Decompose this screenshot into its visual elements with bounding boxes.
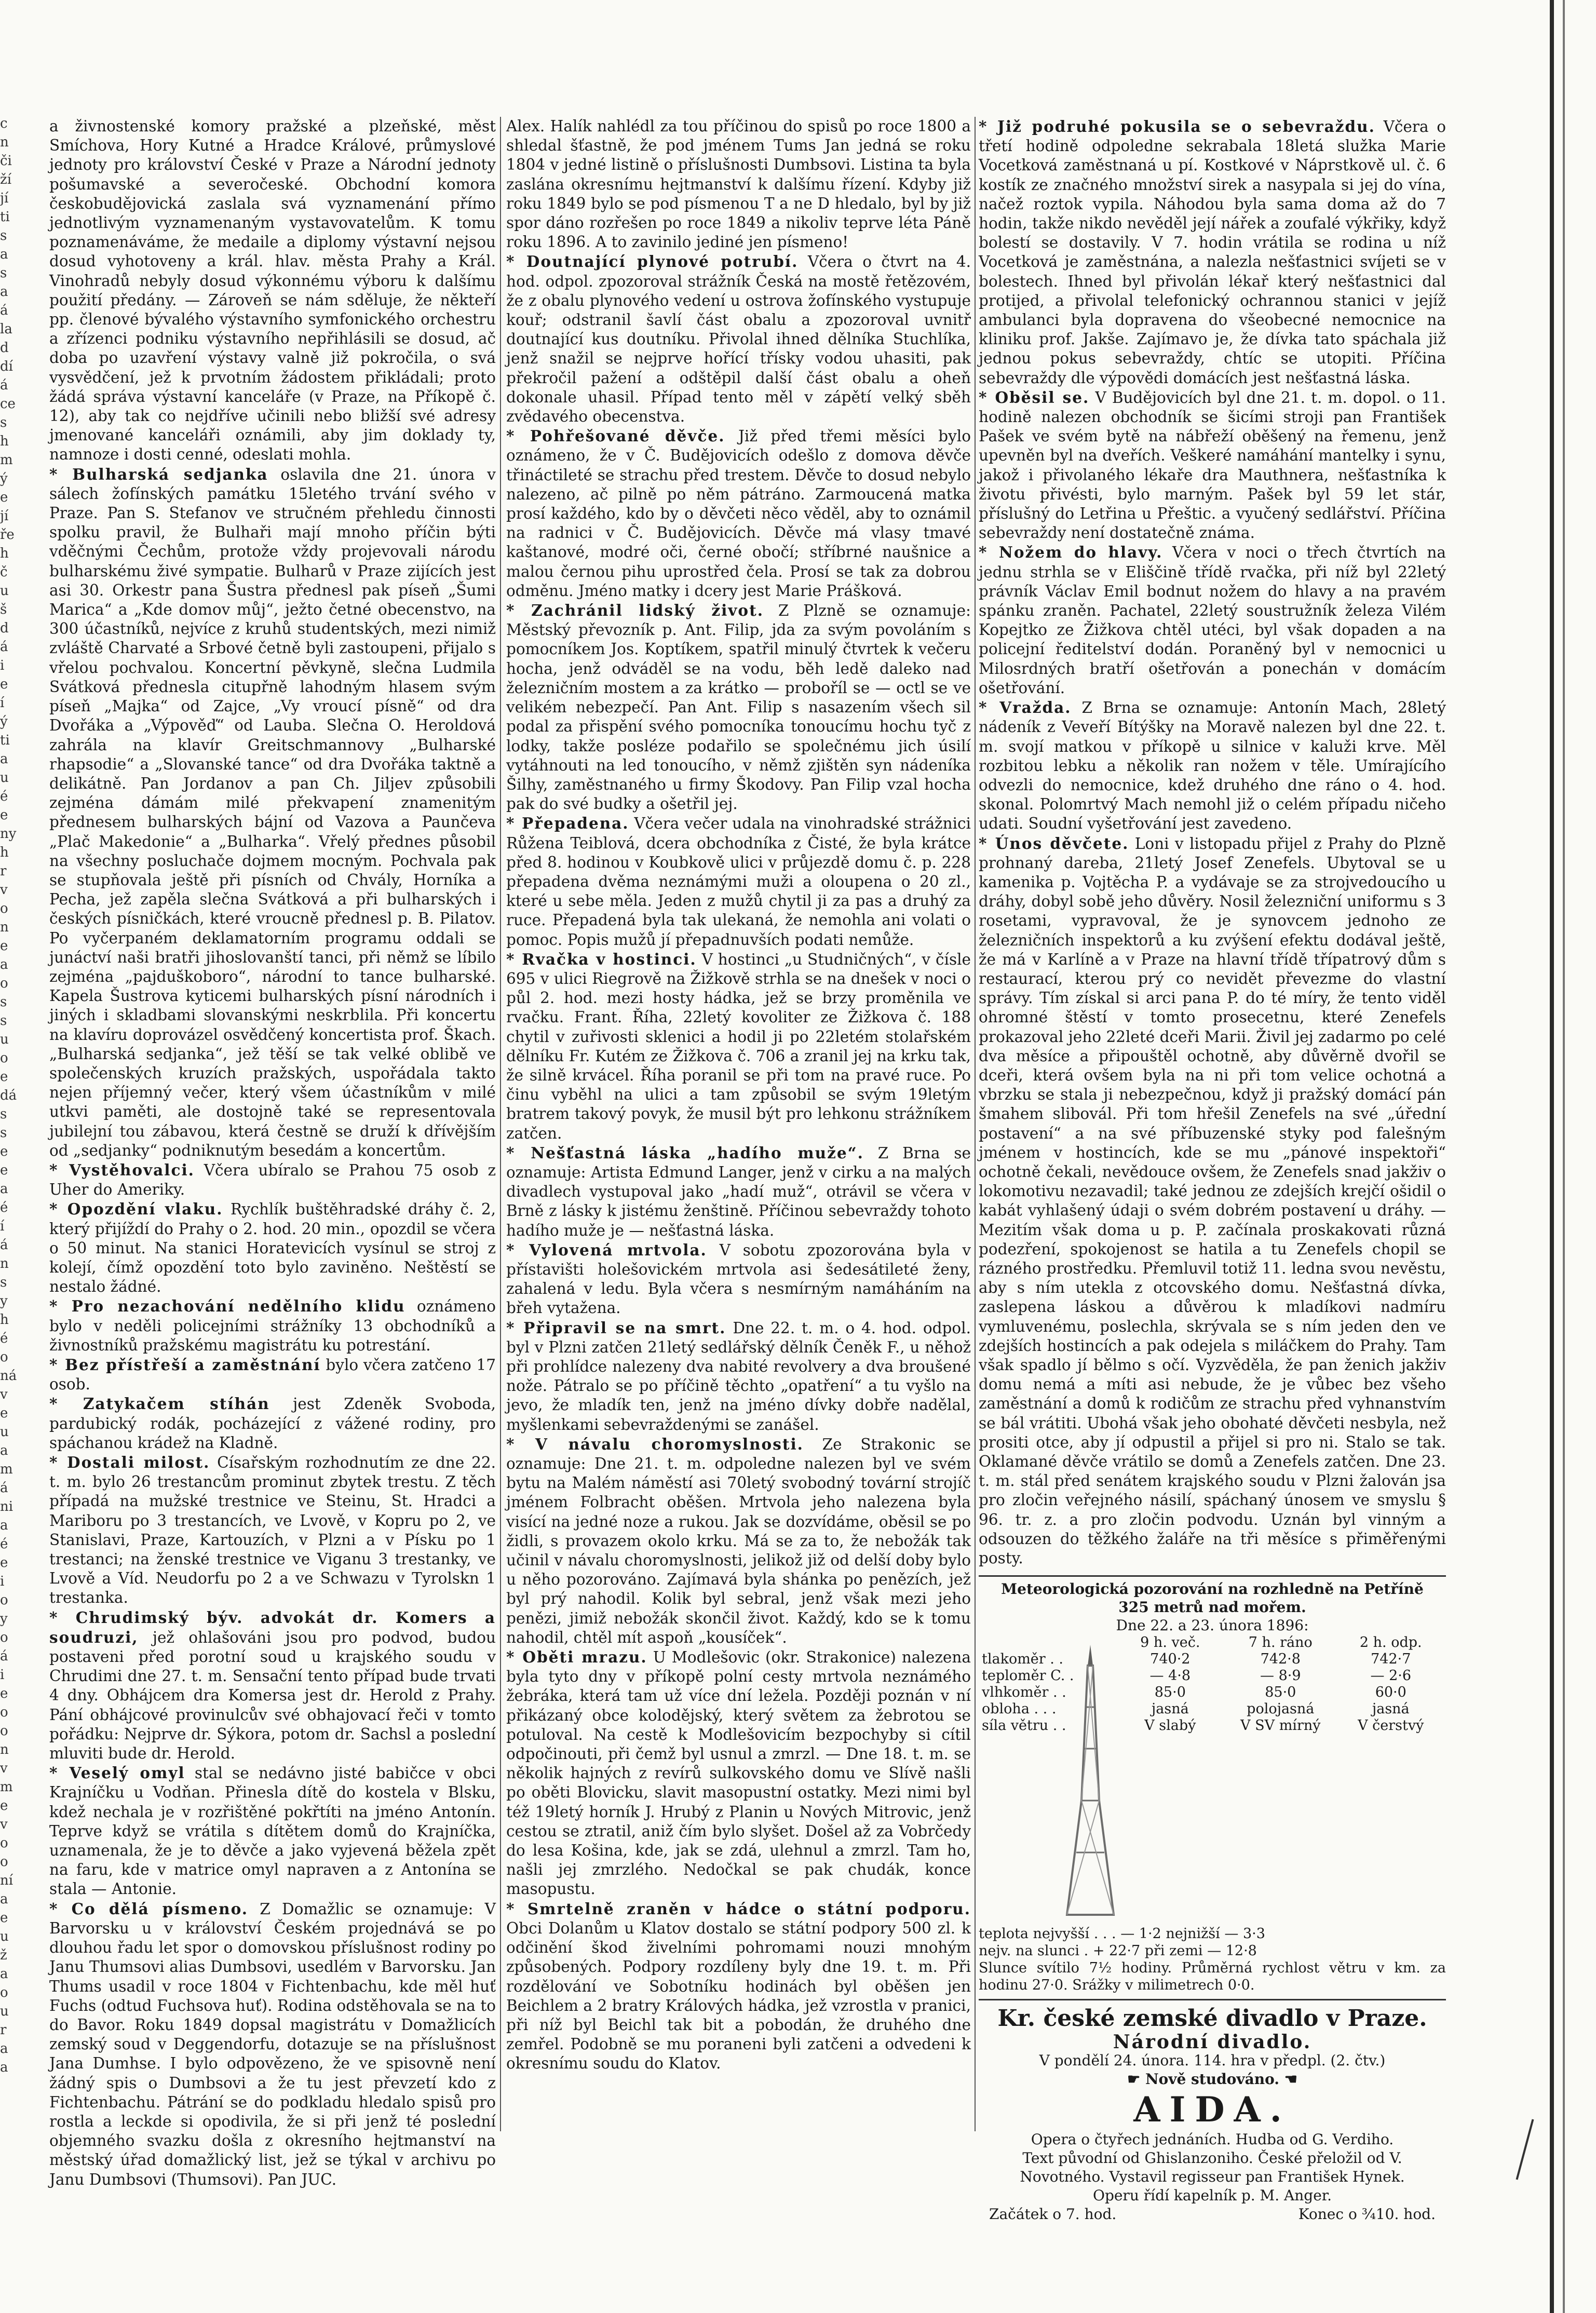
article-title: * Nožem do hlavy. [979, 543, 1163, 562]
margin-fragment: e [0, 1069, 8, 1085]
article-title: * Pohřešované děvče. [506, 427, 725, 445]
margin-fragment: o [0, 1835, 8, 1851]
margin-fragment: la [0, 321, 12, 337]
article-body: Dne 22. t. m. o 4. hod. odpol. byl v Plzni zatčen 21letý sedlářský dělník Čeněk F., u něhož při prohlídce nalezeny dva nabité revolvery a dva broušené nože. Pátralo se po příčině těchto „opatření“ a tu vyšlo na jevo, že mladík ten, jenž na jméno dívky dobře nadělal, myšlenkami sebevraždenými se zanášel. [506, 1319, 971, 1433]
article-title: * Dostali milost. [49, 1453, 210, 1472]
meteo-header-cell: 7 h. ráno [1248, 1634, 1313, 1651]
margin-fragment: u [0, 2004, 9, 2019]
article-title: * Pro nezachování nedělního klidu [49, 1297, 405, 1316]
article-body: V sobotu zpozorována byla v přístavišti holešovickém mrtvola asi šedesátileté ženy, zahalená v ledu. Byla včera s nesmírným namáháním na břeh vytažena. [506, 1241, 971, 1317]
meteo-summary: Slunce svítilo 7½ hodiny. Průměrná rychlost větru v km. za hodinu 27·0. Srážky v milimetrech 0·0. [979, 1960, 1446, 1994]
meteo-altitude: 325 metrů nad mořem. [1118, 1599, 1306, 1616]
article-body: Alex. Halík nahlédl za tou příčinou do spisů po roce 1800 a shledal šťastně, že pod jménem Tums Jan jedná se roku 1804 v jedné listině o příslušnosti Dumbsovi. Listina ta byla zaslána okresnímu hejtmanství k dalšímu řízení. Kdyby již roku 1849 bylo se pod písmenou T a ne D hledalo, byl by již spor dáno rozřešen po roce 1849 a nikoliv teprve léta Páně roku 1896. A to zavinilo jediné jen písmeno! [506, 117, 971, 251]
article-title: * Veselý omyl [49, 1764, 185, 1782]
margin-fragment: v [0, 1387, 8, 1402]
margin-fragment: é [0, 1536, 8, 1552]
article-body: V hostinci „u Studničných“, v čísle 695 v ulici Riegrově na Žižkově strhla se na dnešek v noci o půl 2. hod. mezi hosty hádka, jež se brzy proměnila ve rvačku. Frant. Říha, 22letý kovoliter ze Žižkova č. 188 chytil v zuřivosti sklenici a hodil ji po 22letém stolařském dělníku Fr. Kutém ze Žižkova č. 706 a zranil jej na krku tak, že silně krvácel. Říha poranil se při tom na pravé ruce. Po činu vyběhl na ulici a tam způsobil se svým 19letým bratrem takový povyk, že musil být pro lehkonu strážníkem zatčen. [506, 950, 971, 1142]
margin-fragment: ni [0, 1499, 13, 1514]
article-title: * Zatykačem stíhán [49, 1395, 270, 1413]
article-title: * Doutnající plynové potrubí. [506, 252, 799, 271]
meteo-cell: — 4·8 [1149, 1668, 1191, 1684]
col1-article [49, 1899, 496, 2189]
margin-fragment: m [0, 452, 13, 468]
margin-fragment: á [0, 639, 8, 655]
margin-fragment: á [0, 1480, 8, 1496]
margin-fragment: e [0, 1144, 8, 1159]
article-title: * Nešťastná láska „hadího muže“. [506, 1143, 864, 1162]
margin-fragment: a [0, 1181, 8, 1197]
col2-article [506, 426, 971, 601]
margin-fragment: s [0, 228, 7, 244]
meteo-row [979, 1717, 1446, 1734]
margin-fragment: á [0, 377, 8, 393]
margin-fragment: a [0, 284, 8, 300]
meteo-row [979, 1684, 1446, 1701]
col2-article [506, 814, 971, 949]
margin-fragment: a [0, 1966, 8, 1982]
article-body: Z Brna se oznamuje: Artista Edmund Langer, jenž v cirku a na malých divadlech vystupoval jako „hadí muž“, otrávil se včera v Brně z lásky k jistému ženštině. Příčinou sebevraždy tohoto hadího muže je — nešťastná láska. [506, 1144, 971, 1239]
margin-fragment: e [0, 1910, 8, 1926]
theatre-title: Kr. české zemské divadlo v Praze. [997, 2005, 1427, 2032]
meteo-header-cell: 9 h. več. [1140, 1634, 1200, 1651]
article-title: * Chrudimský býv. advokát dr. Komers a soudruzi, [49, 1608, 496, 1646]
col2-article [506, 950, 971, 1143]
article-body: bylo včera zatčeno 17 osob. [49, 1356, 496, 1394]
margin-fragment: n [0, 919, 9, 935]
col1-article [49, 465, 496, 1160]
meteo-cell: síla větru . . [982, 1717, 1066, 1734]
margin-fragment: v [0, 882, 8, 898]
opera-desc-3: Operu řídí kapelník p. M. Anger. [1092, 2187, 1332, 2204]
meteo-cell: jasná [1372, 1701, 1410, 1717]
meteo-cell: 742·8 [1260, 1651, 1301, 1668]
margin-fragment: o [0, 1349, 8, 1365]
theatre-novelty [979, 2070, 1446, 2089]
temp-label: teplota nejvyšší . . . [979, 1926, 1116, 1942]
col1-article [49, 1199, 496, 1296]
margin-fragment: dí [0, 359, 13, 374]
margin-fragment: h [0, 1312, 9, 1328]
margin-fragment: ží [0, 172, 12, 187]
article-body: Obci Dolanům u Klatov dostalo se státní podpory 500 zl. k odčinění škod živelními pohromami nouzi mnohým způsobených. Podpory rozdíleny byly dne 19. t. m. Při rozdělování ve Sobotníku hodinách byl oběšen jen Beichlem a 2 bratry Králových hádka, jež vzrostla v pranici, při níž byl Beichl tak bit a pobodán, že druhého dne zemřel. Podobně se mu poraneni byli zatčeni a odvedeni k okresnímu soudu do Klatov. [506, 1919, 971, 2073]
margin-fragment: s [0, 1106, 7, 1122]
col2-article [506, 601, 971, 814]
margin-fragment: m [0, 1779, 13, 1795]
margin-fragment: u [0, 770, 9, 786]
article-body: Rychlík buštěhradské dráhy č. 2, který přijíždí do Prahy o 2. hod. 20 min., opozdil se včera o 50 minut. Na stanici Horatevicích vysínul se stroj z kolejí, čímž opozdění toto bylo zaviněno. Neštěstí se nestalo žádné. [49, 1200, 496, 1296]
meteo-row [979, 1651, 1446, 1668]
col1-article [49, 1355, 496, 1394]
meteo-header-cell: 2 h. odp. [1359, 1634, 1422, 1651]
article-body: jest Zdeněk Svoboda, pardubický rodák, pocházející z vážené rodiny, pro spáchanou krádež na Kladně. [49, 1395, 496, 1452]
margin-fragment: i [0, 1574, 5, 1589]
article-body: stal se nedávno jisté babičce v obci Krajníčku u Vodňan. Přinesla dítě do kostela v Blsku, kdež nechala je v rozřištěné pokřtíti na jméno Antonín. Teprve když se vrátila s dítětem domů do Krajníčka, uznamenala, že je to děvče a jako vyjevená běžela zpět na faru, kde v matrice omyl napraven a z Antonína se stala — Antonie. [49, 1764, 496, 1898]
article-title: * Přepadena. [506, 814, 629, 833]
theatre-date: V pondělí 24. února. 114. hra v předpl. (2. čtv.) [1039, 2052, 1386, 2069]
margin-fragment: o [0, 1705, 8, 1720]
article-body: Z Domažlic se oznamuje: V Barvorsku u v království Českém projednává se po dlouhou řadu let spor o domovskou příslušnost rodiny po Janu Thumsovi alias Dumbsovi, usedlém v Barvorsku. Jan Thums usadil v roce 1804 v Fichtenbachu, kde měl huť Fuchs (odtud Fuchsova huť). Rodina odstěhovala se na to do Bavor. Roku 1849 dopsal magistrátu v Domažlicích zemský soud v Deggendorfu, dotazuje se na příslušnost Jana Dumhse. I bylo odpovězeno, že ve spisovně není žádný spis o Dumbsovi a že tu jest převzetí kdo z Fichtenbachu. Pátrání se do podkladu hledalo spisů pro rostla a leckde si opodivila, že si při jenž té poslední objemného svazku došla z okresního hejtmanství na městský úřad domažlický list, jež se týkal v archivu po Janu Dumbsovi (Thumsovi). Pan JUC. [49, 1900, 496, 2188]
col3-article [979, 388, 1446, 543]
margin-fragment: v [0, 1817, 8, 1832]
col2-article [506, 1143, 971, 1240]
meteo-cell: — 2·6 [1370, 1668, 1412, 1684]
margin-fragment: u [0, 1424, 9, 1440]
col1-article [49, 1608, 496, 1764]
scan-mark [1516, 2119, 1534, 2180]
margin-fragment: m [0, 1462, 13, 1477]
article-body: Včera večer udala na vinohradské strážnici Růžena Teiblová, dcera obchodníka z Čisté, že byla krátce před 8. hodinou v Koubkově ulici v průjezdě domu č. p. 228 přepadena dvěma neznámými muži a oloupena o 20 zl., které u sebe měla. Jeden z mužů chytil ji za pas a druhý za ruce. Přepadená byla tak ulekaná, že nemohla ani volati o pomoc. Popis mužů jí přepadnuvších podati nemůže. [506, 815, 971, 949]
meteo-cell: — 8·9 [1260, 1668, 1301, 1684]
margin-fragment: e [0, 1555, 8, 1571]
margin-fragment: o [0, 1630, 8, 1645]
margin-fragment: e [0, 1686, 8, 1701]
meteo-cell: teploměr C. . [982, 1668, 1074, 1684]
article-body: Včera v noci o třech čtvrtích na jednu strhla se v Eliščině třídě rvačka, při níž byl 22letý právník Václav Emil bodnut nožem do hlavy a na pravém spánku zraněn. Pachatel, 22letý soustružník železa Vilém Kopejtko ze Žižkova chtěl utéci, byl však dopaden a na policejní ředitelství dodán. Poraněný byl v nemocnici u Milosrdných bratří ošetřován a ponechán v domácím ošetřování. [979, 544, 1446, 697]
margin-fragment: o [0, 976, 8, 991]
article-body: oznámeno bylo v neděli policejními strážníky 13 obchodníků a živnostníků pražskému magistrátu ku potrestání. [49, 1297, 496, 1354]
meteo-cell: 742·7 [1371, 1651, 1411, 1668]
col1-article [49, 1296, 496, 1355]
margin-fragment: ře [0, 527, 15, 543]
col1-article [49, 117, 496, 465]
margin-fragment: e [0, 1405, 8, 1421]
novelty-text: Nově studováno. [1145, 2071, 1280, 2088]
margin-fragment: i [0, 1667, 5, 1683]
col2-article [506, 1899, 971, 2074]
margin-fragment: ní [0, 1873, 13, 1888]
margin-fragment: y [0, 1611, 8, 1627]
temp-values: — 1·2 nejnižší — 3·3 [1120, 1926, 1265, 1942]
margin-fragment: h [0, 845, 9, 860]
margin-fragment: s [0, 1275, 7, 1290]
col1-article [49, 1453, 496, 1608]
margin-fragment: á [0, 1237, 8, 1253]
margin-fragment: e [0, 1162, 8, 1178]
margin-fragment: a [0, 2060, 8, 2075]
margin-fragment: e [0, 490, 8, 505]
article-title: * Oběti mrazu. [506, 1648, 647, 1667]
column-rule-1 [500, 117, 501, 2131]
margin-fragment: ny [0, 826, 17, 842]
meteo-cell: tlakoměr . . [982, 1651, 1064, 1668]
meteo-cell: 85·0 [1154, 1684, 1186, 1701]
margin-fragment: a [0, 2041, 8, 2057]
meteo-cell: 740·2 [1150, 1651, 1191, 1668]
left-margin-fragment [0, 114, 21, 2139]
meteo-table-wrap [979, 1634, 1446, 1925]
sun-values: + 22·7 při zemi — 12·8 [1092, 1943, 1257, 1959]
margin-fragment: a [0, 1518, 8, 1533]
margin-fragment: r [0, 2022, 7, 2038]
margin-fragment: e [0, 677, 8, 692]
margin-fragment: i [0, 658, 5, 673]
pointing-hand-icon-2: ☚ [1279, 2071, 1297, 2088]
meteo-cell: V čerstvý [1358, 1717, 1424, 1734]
column-2 [506, 117, 971, 2142]
column-3-articles [979, 117, 1446, 1568]
meteo-sun [979, 1942, 1446, 1959]
margin-fragment: č [0, 564, 8, 580]
end-time: Konec o ¾10. hod. [1298, 2206, 1436, 2223]
margin-fragment: š [0, 602, 7, 617]
margin-fragment: ná [0, 1368, 17, 1384]
column-3 [979, 117, 1446, 2223]
meteo-cell: 85·0 [1265, 1684, 1296, 1701]
pointing-hand-icon: ☛ [1127, 2071, 1145, 2088]
margin-fragment: e [0, 807, 8, 823]
article-title: * Vylovená mrtvola. [506, 1240, 707, 1259]
article-body: a živnostenské komory pražské a plzeňské, měst Smíchova, Hory Kutné a Hradce Králové, průmyslové jednoty pro království České v Praze a Národní jednoty pošumavské a severočeské. Obchodní komora českobudějovická zaslala svá vyznamenání přímo jednotlivým vyznamenaným vystavovatelům. K tomu poznamenáváme, že medaile a diplomy výstavní nejsou dosud vyhotoveny a král. hlav. města Prahy a Král. Vinohradů nebyly dosud výkonnému výboru k dalšímu použití předány. — Zároveň se nám sděluje, že někteří pp. členové bývalého výstavního symfonického orchestru a zřízenci podniku výstavního nepřihlásili se dosud, ač doba po uzavření výstavy valně již pokročila, o svá vysvědčení, jež k prvotním žádostem přikládali; proto žádá správa výstavní kanceláře (v Praze, na Příkopě č. 12), aby tak co nejdříve učinili nebo bližší své adresy jmenované kanceláři oznámili, aby jim doklady ty, namnoze i dosti cenné, odeslati mohla. [49, 117, 496, 464]
margin-fragment: ti [0, 209, 10, 225]
margin-fragment: e [0, 1798, 8, 1814]
margin-fragment: o [0, 1985, 8, 2000]
margin-fragment: n [0, 1742, 9, 1757]
margin-fragment: o [0, 1723, 8, 1739]
margin-fragment: jí [0, 191, 9, 206]
article-body: Z Plzně se oznamuje: Městský převozník p. Ant. Filip, jda za svým povoláním s pomocníkem Jos. Koptíkem, spatřil minulý čtvrtek k večeru hocha, jenž odváděl se na vodu, běh ledě daleko nad železničním mostem a za krátko — proboříl se — octl se ve velikém nebezpečí. Pan Ant. Filip s nasazením všech sil podal za přispění svého pomocníka tonoucímu hochu tyč z lodky, takže posléze podařilo se společnému jich úsilí vytáhnouti na led tonoucího, v němž zjištěn syn nádeníka Šilhy, zaměstnaného u firmy Škodovy. Pan Filip vzal hocha pak do své budky a ošetřil jej. [506, 602, 971, 813]
article-body: Včera o třetí hodině odpoledne sekrabala 18letá služka Marie Vocetková zaměstnaná u pí. Kostkové v Náprstkově ul. č. 6 kostík ze značného množství sirek a nasypala si jej do vína, načež roztok vypila. Náhodou byla sama doma až do 7 hodin, takže nikdo nevěděl její nářek a zoufalé výkřiky, když bolestí se dostavily. V 7. hodin vrátila se rodina u níž Vocetková je zaměstnána, a nalezla nešťastnici svíjeti se v bolestech. Ihned byl přivolán lékař který nešťastnici dal protijed, a přivolal telefonický ochrannou stanici v jejíž ambulanci byla dopravena do všeobecné nemocnice na kliniku prof. Jakše. Zajímavo je, že dívka tato spáchala již jednou pokus sebevraždy, chtíc se utopiti. Příčina sebevraždy dle výpovědi domácích jest nešťastná láska. [979, 118, 1446, 387]
meteo-date: Dne 22. a 23. února 1896: [1116, 1617, 1309, 1634]
margin-fragment: s [0, 265, 7, 281]
margin-fragment: n [0, 1256, 9, 1272]
margin-fragment: á [0, 303, 8, 318]
col3-article [979, 834, 1446, 1568]
article-body: Ze Strakonic se oznamuje: Dne 21. t. m. odpoledne nalezen byl ve svém bytu na Malém náměstí asi 70letý svobodný tovární strojíč jménem Folbracht oběšen. Mrtvola jeho nalezena byla visící na jedné noze a rukou. Jak se dozvídáme, oběsil se po židli, s provazem okolo krku. Má se za to, že nebožák tak učinil v návalu choromyslnosti, jelikož již od delší doby bylo u něho pozorováno. Zajímavá byla shánka po penězích, jež byl prý nahodil. Kolik byl sebral, jenž však mezi jeho penězi, jimiž nebožák skončil život. Každý, kdo se k tomu nahodil, chtěl mít aspoň „kousíček“. [506, 1435, 971, 1646]
sun-label: nejv. na slunci . [979, 1943, 1089, 1959]
article-title: * V návalu choromyslnosti. [506, 1435, 804, 1453]
article-body: V Budějovicích byl dne 21. t. m. dopol. o 11. hodině nalezen obchodník se šicími stroji pan František Pašek ve svém bytě na nábřeží oběšený na řemenu, jenž upevněn byl na dveřích. Veškeré namáhání mantelky i synu, jakož i přivolaného lékaře dra Mauthnera, nešťastníka k životu přivésti, bylo marným. Pašek byl 59 let stár, příslušný do Letřina u Přeštic. a vyučený sedlářství. Příčina sebevraždy není dostatečně známa. [979, 388, 1446, 542]
article-body: Císařským rozhodnutím ze dne 22. t. m. bylo 26 trestancům prominut zbytek trestu. Z těch případá na mužské trestnice ve Steinu, St. Hradci a Mariboru po 3 trestancích, ve Lvově, v Kopru po 2, ve Stanislavi, Praze, Kartouzích, v Plzni a v Písku po 1 trestanci; na ženské trestnice ve Viganu 3 trestanky, ve Lvově a Víd. Neudorfu po 2 a ve Schwazu v Tyrolskn 1 trestanka. [49, 1454, 496, 1607]
margin-fragment: h [0, 434, 9, 449]
meteo-row [979, 1701, 1446, 1717]
margin-fragment: r [0, 863, 7, 879]
col2-article [506, 1240, 971, 1318]
margin-fragment: jí [0, 508, 9, 524]
article-title: * Již podruhé pokusila se o sebevraždu. [979, 117, 1375, 136]
article-body: oslavila dne 21. února v sálech žofínských památku 15letého trvání svého v Praze. Pan S. Stefanov ve stručném přehledu činnosti spolku pravil, že Bulhaři mají mnoho příčin býti vděčnými Čechům, protože vždy projevovali národu bulharskému živé sympatie. Bulharů v Praze zijících jest asi 30. Orkestr pana Šustra přednesl pak píseň „Šumi Marica“ a „Kde domov můj“, ježto četné obecenstvo, na 300 účastníků, nejvíce z kruhů studentských, mezi nimiž zvláště Charvaté a Srbové četně byli zastoupeni, přijalo s vřelou pochvalou. Koncertní pěvkyně, slečna Ludmila Svátková přednesla citupřně lahodným hlasem svým píseň „Majka“ od Zajce, „Vy vroucí písně“ od dra Dvořáka a „Výpověď“ od Lauba. Slečna O. Heroldová zahrála na klavír Greitschmannovy „Bulharské rhapsodie“ a „Slovanské tance“ od dra Dvořáka taktně a delikátně. Pan Jordanov a pan Ch. Jiljev způsobili zejména dámám milé překvapení znamenitým přednesem bulharských bájní od Vazova a Paunčeva „Plač Makedonie“ a „Bulharka“. Vřelý přednes působil na všechny posluchače dojmem mocným. Pochvala pak se stupňovala ještě při písních od Chvály, Horníka a Pecha, jež zapěla slečna Svátková a při bulharských i českých písničkách, které vroucně přednesl p. B. Pilatov. Po vyčerpaném deklamatorním programu oddali se junáctví naši bratři jihoslovanští tanci, při němž se líbilo zejména „pajduškoboro“, národní to tance bulharské. Kapela Šustrova kyticemi bulharských písní národních i jiných i skladbami slovanskými neskrblila. Při koncertu na klavíru doprovázel osvědčený koncertista prof. Škach. „Bulharská sedjanka“, jež těší se tak velké oblibě ve společenských kruzích pražských, uspořádala takto nejen příjemný večer, který všem účastníkům v milé utkvi paměti, ale dostojně také se representovala jubilejní tou zábavou, která čestně se druží k dřívějším od „sedjanky“ podniknutým besedám a koncertům. [49, 465, 496, 1159]
col2-article [506, 1647, 971, 1899]
article-body: Již před třemi měsíci bylo oznámeno, že v Č. Budějovicích odešlo z domova děvče třináctileté se strachu před trestem. Děvče to dosud nebylo nalezeno, ač pilně po něm pátráno. Zarmoucená matka prosí každého, kdo by o děvčeti něco věděl, aby to oznámil na radnici v Č. Budějovicích. Děvče má vlasy tmavé kaštanové, modré oči, černé obočí; stříbrné naušnice a malou černou pihu uprostřed čela. Prosí se tak za dobrou odměnu. Jméno matky i dcery jest Marie Prášková. [506, 427, 971, 600]
article-title: * Co dělá písmeno. [49, 1899, 249, 1918]
col3-article [979, 698, 1446, 833]
article-title: * Zachránil lidský život. [506, 601, 764, 620]
page-edge-dark [1550, 0, 1554, 2313]
meteo-title: Meteorologická pozorování na rozhledně na Petříně [1001, 1580, 1424, 1598]
margin-fragment: a [0, 1443, 8, 1458]
article-title: * Opozdění vlaku. [49, 1200, 223, 1219]
margin-fragment: dá [0, 1088, 17, 1103]
col1-article [49, 1394, 496, 1453]
margin-fragment: v [0, 1761, 8, 1776]
meteo-cell: V SV mírný [1240, 1717, 1321, 1734]
margin-fragment: o [0, 1592, 8, 1608]
margin-fragment: u [0, 1032, 9, 1047]
theatre-subtitle: Národní divadlo. [1113, 2031, 1312, 2053]
article-title: * Vystěhovalci. [49, 1160, 195, 1179]
col2-article [506, 117, 971, 252]
margin-fragment: s [0, 415, 7, 430]
margin-fragment: c [0, 116, 8, 131]
margin-fragment: s [0, 1013, 7, 1029]
article-title: * Bez přístřeší a zaměstnání [49, 1356, 321, 1374]
margin-fragment: u [0, 583, 9, 599]
meteo-header-cell [979, 1634, 1115, 1651]
article-body: Loni v listopadu přijel z Prahy do Plzně prohnaný dareba, 21letý Josef Zenefels. Ubytoval se u kamenika p. Vojtěcha P. a vydávaje se za strojvedoucího u dráhy, dobyl sobě jeho důvěry. Nosil železniční uniformu s 3 rosetami, vypravoval, že je synovcem jednoho ze železničních inspektorů a ku zvýšení efektu dodával ještě, že má v Karlíně a v Praze na hlavní třídě třípatrový dům s restaurací, kterou prý co nevidět převezme do vlastní správy. Tím získal si arci pana P. do té míry, že tento viděl ohromné štěstí v tomto prosecetnu, které Zenefels prokazoval jeho 22leté dceři Marii. Živil jej zadarmo po celé dva měsíce a připouštěl ochotně, aby důvěrně dvořil se dceři, která ovšem byla na ni při tom velice ochotná a vbrzku se stala ji nebezpečnou, když ji pražský domácí pán šmahem slibovál. Při tom hřešil Zenefels na své „úřední postavení“ a na své příbuzenské styky pod falešným jménem v hostincích, kde se mu „pánové inspektoři“ ochotně čekali, nevědouce ovšem, že Zenefels snad jakživ o lokomotivu nezavadil; také jednou ze zdejších krejčí ošidil o kabát vyhlašený údaji o svém dobrém postavení u dráhy. — Mezitím však doma u p. P. začínala proskakovati různá podezření, spokojenost se hatila a tu Zenefels chopil se rázného prostředku. Přemluvil totiž 11. ledna svou nevěstu, aby s ním utekla z otcovského domu. Nešťastná dívka, zaslepena láskou a důvěrou k mladíkovi nadmíru vymluvenému, poslechla, skrývala se s ním jeden den ve zdejších hostincích a pak odejela s miláčkem do Prahy. Tam však spadlo jí bělmo s očí. Vyzvěděla, že pan ženich jakživ domu nemá a míti asi nebude, že je vůbec bez všeho zaměstnání a domů k rodičům ze strachu před vyhnanstvím se bál vrátiti. Ubohá však jeho obohaté děvčeti nesbyla, než prositi otce, aby jí odpustil a přijel si pro ni. Stalo se tak. Oklamané děvče vrátilo se domů a Zenefels zatčen. Dne 23. t. m. stál před senátem krajského soudu v Plzni žalován jsa pro zločin veřejného násilí, spáchaný únosem ve smyslu § 96. tr. z. a pro zločin podvodu. Uznán byl vinným a odsouzen do těžkého žaláře na tři měsíce s přiměřenými posty. [979, 834, 1446, 1567]
margin-fragment: o [0, 1854, 8, 1870]
margin-fragment: s [0, 1125, 7, 1141]
article-title: * Únos děvčete. [979, 834, 1129, 853]
meteo-cell: jasná [1151, 1701, 1189, 1717]
article-body: U Modlešovic (okr. Strakonice) nalezena byla tyto dny v příkopě polní cesty mrtvola neznámého žebráka, která tam už více dní ležela. Později poznán v ní přikázaný obce kolodějský, který světem za žebrotou se potuloval. Na cestě k Modlešovicím bezpochyby si cítil odpočinouti, při čemž byl usnul a zmrzl. — Dne 18. t. m. se několik hajných z revírů sulkovského domu ve Slívě našli po oběti Blovicku, slavit masopustní ostatky. Mezi nimi byl též 19letý horník J. Hrubý z Planin u Nových Mitrovic, jenž cestou se ztratil, aniž čím bylo slyšet. Došel až za Vobrčedy do lesa Košina, kde, jak se zdá, ulehnul a zmrzl. Tam ho, našli jej zmrzlého. Nedočkal se pak chudák, konce masopustu. [506, 1648, 971, 1898]
col2-article [506, 252, 971, 426]
article-title: * Smrtelně zraněn v hádce o státní podporu. [506, 1899, 971, 1918]
article-title: * Vražda. [979, 698, 1072, 717]
article-title: * Bulharská sedjanka [49, 465, 268, 483]
margin-fragment: d [0, 340, 9, 356]
start-time: Začátek o 7. hod. [989, 2206, 1117, 2223]
margin-fragment: y [0, 1293, 8, 1309]
margin-fragment: e [0, 938, 8, 954]
meteo-cell: polojasná [1247, 1701, 1315, 1717]
theatre-announcement [979, 1999, 1446, 2224]
margin-fragment: ce [0, 396, 16, 412]
margin-fragment: s [0, 994, 7, 1010]
col3-article [979, 117, 1446, 388]
meteo-cell: vlhkoměr . . [982, 1684, 1066, 1701]
margin-fragment: d [0, 620, 9, 636]
opera-desc-1: Opera o čtyřech jednáních. Hudba od G. Verdiho. [1031, 2131, 1394, 2148]
article-body: Včera ubíralo se Prahou 75 osob z Uher do Ameriky. [49, 1161, 496, 1199]
margin-fragment: a [0, 247, 8, 262]
theatre-times [979, 2205, 1446, 2224]
opera-name: AIDA. [1133, 2089, 1291, 2130]
meteo-row [979, 1668, 1446, 1684]
meteo-cell: V slabý [1144, 1717, 1196, 1734]
margin-fragment: é [0, 1331, 8, 1346]
article-body: jež ohlašováni jsou pro podvod, budou postaveni před porotní soud u krajského soudu v Chrudimi dne 27. t. m. Sensační tento případ bude trvati 4 dny. Obhájcem dra Komersa jest dr. Herold z Prahy. Pání obhájcové provinulcův své obhajovací řeči v tomto pořádku: Nejprve dr. Sýkora, potom dr. Sachsl a poslední mluviti bude dr. Herold. [49, 1628, 496, 1763]
page-edge-light [1563, 0, 1565, 2313]
margin-fragment: a [0, 751, 8, 767]
margin-fragment: o [0, 901, 8, 916]
margin-fragment: a [0, 957, 8, 972]
opera-desc-2: Text původní od Ghislanzoniho. České přeložil od V. Novotného. Vystavil regisseur pan František Hynek. [1020, 2149, 1405, 2186]
article-title: * Oběsil se. [979, 388, 1090, 407]
article-title: * Připravil se na smrt. [506, 1318, 726, 1337]
margin-fragment: í [0, 1219, 5, 1234]
margin-fragment: ý [0, 714, 8, 729]
margin-fragment: n [0, 134, 9, 150]
margin-fragment: a [0, 1891, 8, 1907]
col3-article [979, 543, 1446, 698]
meteorological-report [979, 1575, 1446, 1994]
margin-fragment: o [0, 1050, 8, 1066]
margin-fragment: á [0, 1648, 8, 1664]
margin-fragment: ž [0, 1947, 7, 1963]
meteo-cell: obloha . . . [982, 1701, 1057, 1717]
margin-fragment: é [0, 1200, 8, 1215]
col1-article [49, 1160, 496, 1199]
margin-fragment: ti [0, 733, 10, 748]
margin-fragment: é [0, 789, 8, 804]
margin-fragment: í [0, 695, 5, 711]
margin-fragment: u [0, 1929, 9, 1944]
meteo-table [979, 1634, 1446, 1734]
column-rule-2 [975, 117, 976, 2131]
article-body: Z Brna se oznamuje: Antonín Mach, 28letý nádeník z Veveří Bítýšky na Moravě nalezen byl dne 22. t. m. svojí matkou v příkopě u silnice v kaluži krve. Měl rozbitou lebku a několik ran nožem v těle. Umírajícího odvezli do nemocnice, kdež druhého dne ráno o 4. hod. skonal. Polomrtvý Mach nemohl již o celém případu ničeho udati. Soudní vyšetřování jest zavedeno. [979, 699, 1446, 833]
article-body: Včera o čtvrt na 4. hod. odpol. zpozoroval strážník Česká na mostě řetězovém, že z obalu plynového vedení u ostrova žofínského vystupuje kouř; odstranil šavlí část obalu a zpozoroval uvnitř doutnající kus doutníku. Přivolal ihned dělníka Stuchlíka, jenž snažil se nejprve hořící třísky vodou uhasiti, pak překročil pažení a odštěpil další část obalu a oheň dokonale uhasil. Případ tento měl v zápětí velký sběh zvědavého obecenstva. [506, 253, 971, 426]
meteo-temperature [979, 1925, 1446, 1942]
col2-article [506, 1435, 971, 1647]
article-title: * Rvačka v hostinci. [506, 950, 697, 968]
margin-fragment: h [0, 546, 9, 561]
margin-fragment: či [0, 153, 12, 169]
column-1 [49, 117, 496, 2188]
margin-fragment: ý [0, 471, 8, 486]
meteo-cell: 60·0 [1375, 1684, 1406, 1701]
col2-article [506, 1318, 971, 1435]
meteo-header-row [979, 1634, 1446, 1651]
col1-article [49, 1763, 496, 1899]
